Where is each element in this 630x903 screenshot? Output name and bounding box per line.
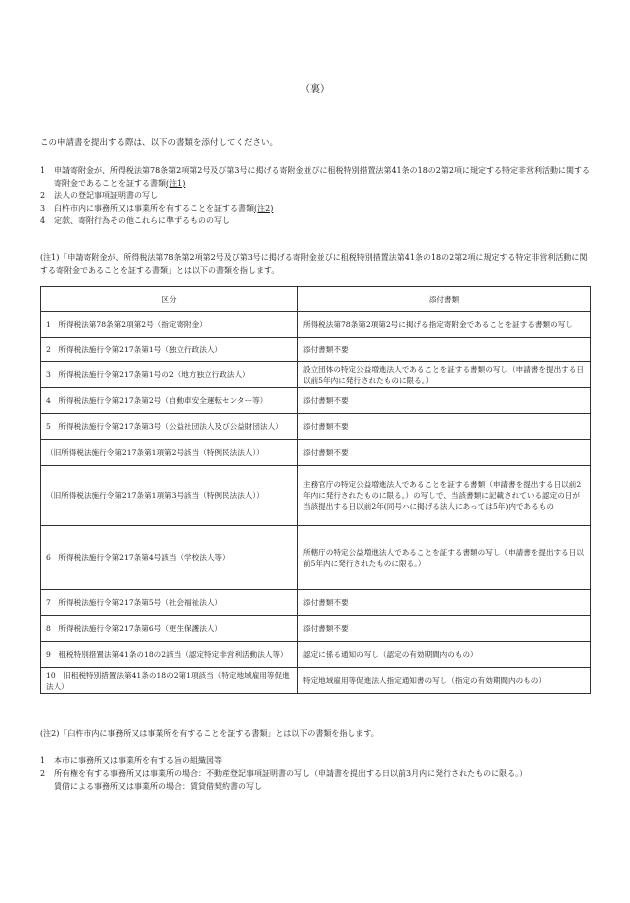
document-cell: 添付書類不要 bbox=[298, 616, 591, 642]
item-text: 所有権を有する事務所又は事業所の場合：不動産登記事項証明書の写し（申請書を提出する日以前3月内に発行されたものに限る。） bbox=[54, 769, 528, 778]
table-row bbox=[41, 642, 591, 668]
note-ref: (注2) bbox=[254, 203, 274, 213]
item-number: 4 bbox=[40, 216, 46, 225]
document-cell: 主務官庁の特定公益増進法人であることを証する書類（申請書を提出する日以前2年内に発行されたものに限る。）の写しで、当該書類に記載されている認定の日が当該提出する日以前2年(同号ハに掲げる法人にあっては5年)内であるもの bbox=[298, 466, 591, 526]
table-row bbox=[41, 668, 591, 694]
category-cell: 5 所得税法施行令第217条第3号（公益社団法人及び公益財団法人） bbox=[41, 414, 298, 440]
table-row bbox=[41, 362, 591, 388]
table-header-row bbox=[41, 287, 591, 312]
category-cell: （旧所得税法施行令第217条第1項第2号該当（特例民法法人）） bbox=[41, 440, 298, 466]
note-1: (注1)「申請寄附金が、所得税法第78条第2項第2号及び第3号に掲げる寄附金並びに租税特別措置法第41条の18の2第2項に規定する特定非営利活動に関する寄附金であることを証する書類」とは以下の書類を指します。 bbox=[40, 253, 588, 275]
table-row bbox=[41, 616, 591, 642]
requirements-table bbox=[40, 286, 591, 694]
document-cell: 添付書類不要 bbox=[298, 440, 591, 466]
table-row bbox=[41, 590, 591, 616]
document-cell: 添付書類不要 bbox=[298, 414, 591, 440]
lease-note: 賃借による事務所又は事業所の場合：賃貸借契約書の写し bbox=[54, 782, 262, 791]
document-cell: 添付書類不要 bbox=[298, 338, 591, 362]
list-item bbox=[40, 754, 600, 767]
table-row bbox=[41, 338, 591, 362]
table-row bbox=[41, 414, 591, 440]
category-cell: 6 所得税法施行令第217条第4号該当（学校法人等） bbox=[41, 526, 298, 590]
header-document: 添付書類 bbox=[298, 287, 591, 312]
note-2-list bbox=[40, 754, 600, 793]
category-cell: 2 所得税法施行令第217条第1号（独立行政法人） bbox=[41, 338, 298, 362]
list-item bbox=[40, 767, 600, 780]
document-cell: 特定地域雇用等促進法人指定通知書の写し（指定の有効期間内のもの） bbox=[298, 668, 591, 694]
category-cell: 8 所得税法施行令第217条第6号（更生保護法人） bbox=[41, 616, 298, 642]
item-text: 定款、寄附行為その他これらに準ずるものの写し bbox=[54, 216, 230, 225]
category-cell: 7 所得税法施行令第217条第5号（社会福祉法人） bbox=[41, 590, 298, 616]
list-item bbox=[40, 203, 595, 216]
item-number: 2 bbox=[40, 769, 46, 778]
table-row bbox=[41, 388, 591, 414]
document-cell: 所得税法第78条第2項第2号に掲げる指定寄附金であることを証する書類の写し bbox=[298, 312, 591, 338]
note-ref: (注1) bbox=[166, 178, 186, 188]
table-row bbox=[41, 466, 591, 526]
attachment-list bbox=[40, 165, 595, 228]
item-text: 本市に事務所又は事業所を有する旨の組織図等 bbox=[54, 756, 222, 765]
list-item bbox=[40, 215, 595, 228]
category-cell: 1 所得税法第78条第2項第2号（指定寄附金） bbox=[41, 312, 298, 338]
category-cell: 3 所得税法施行令第217条第1号の2（地方独立行政法人） bbox=[41, 362, 298, 388]
item-number: 1 bbox=[40, 166, 46, 175]
list-item bbox=[40, 190, 595, 203]
document-cell: 認定に係る通知の写し（認定の有効期間内のもの） bbox=[298, 642, 591, 668]
document-cell: 設立団体の特定公益増進法人であることを証する書類の写し（申請書を提出する日以前5年内に発行されたものに限る。） bbox=[298, 362, 591, 388]
document-cell: 添付書類不要 bbox=[298, 388, 591, 414]
table-row bbox=[41, 526, 591, 590]
item-number: 2 bbox=[40, 191, 46, 200]
note-2: (注2)「臼杵市内に事務所又は事業所を有することを証する書類」とは以下の書類を指します。 bbox=[40, 729, 379, 738]
category-cell: 10 旧租税特別措置法第41条の18の2第1項該当（特定地域雇用等促進法人） bbox=[41, 668, 298, 694]
category-cell: 9 租税特別措置法第41条の18の2該当（認定特定非営利活動法人等） bbox=[41, 642, 298, 668]
table-row bbox=[41, 440, 591, 466]
document-cell: 添付書類不要 bbox=[298, 590, 591, 616]
item-text: 臼杵市内に事務所又は事業所を有することを証する書類 bbox=[54, 203, 254, 213]
category-cell: （旧所得税法施行令第217条第1項第3号該当（特例民法法人）） bbox=[41, 466, 298, 526]
item-number: 1 bbox=[40, 756, 46, 765]
item-number: 3 bbox=[40, 203, 46, 213]
intro-text: この申請書を提出する際は、以下の書類を添付してください。 bbox=[40, 138, 279, 148]
list-item bbox=[40, 165, 595, 190]
page-side-label: （裏） bbox=[300, 84, 330, 95]
table-row bbox=[41, 312, 591, 338]
document-cell: 所轄庁の特定公益増進法人であることを証する書類の写し（申請書を提出する日以前5年内に発行されたものに限る。） bbox=[298, 526, 591, 590]
category-cell: 4 所得税法施行令第217条第2号（自動車安全運転センター等） bbox=[41, 388, 298, 414]
item-text: 申請寄附金が、所得税法第78条第2項第2号及び第3号に掲げる寄附金並びに租税特別措置法第41条の18の2第2項に規定する特定非営利活動に関する寄附金であることを証する書類 bbox=[54, 166, 590, 188]
header-category: 区分 bbox=[41, 287, 298, 312]
item-text: 法人の登記事項証明書の写し bbox=[54, 191, 158, 200]
